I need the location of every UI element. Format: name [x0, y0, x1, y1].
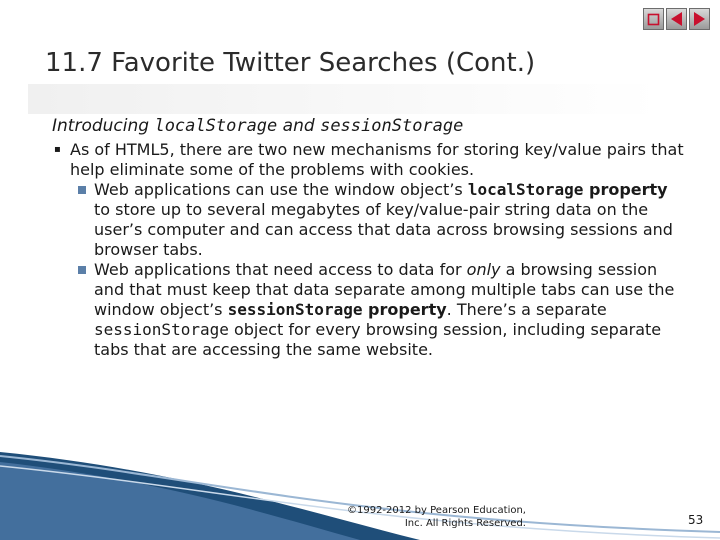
sub-bullet-text: . There’s a separate [446, 300, 607, 319]
slide-subheading [52, 116, 463, 136]
home-button[interactable] [643, 8, 664, 30]
sub-bullet-text: to store up to several megabytes of key/value-pair string data on the user’s computer and can access that data across browsing sessions and browser tabs. [94, 200, 673, 259]
bullet-html5-storage [54, 140, 686, 360]
sub-bullet-list [76, 180, 686, 360]
sub-bullet-text: Web applications that need access to data for [94, 260, 467, 279]
sub-bullet-localstorage [76, 180, 686, 260]
subheading-middle: and [277, 116, 321, 136]
copyright-line-1: ©1992-2012 by Pearson Education, [346, 505, 526, 516]
sub-bullet-sessionstorage [76, 260, 686, 360]
next-slide-button[interactable] [689, 8, 710, 30]
code-sessionstorage-object: sessionStorage [94, 320, 229, 339]
property-label: property [583, 180, 668, 199]
bullet-text: As of HTML5, there are two new mechanisms for storing key/value pairs that help eliminate some of the problems with cookies. [70, 140, 684, 179]
subheading-term-localstorage: localStorage [154, 116, 278, 136]
code-sessionstorage: sessionStorage [227, 300, 363, 319]
bullet-marker-icon: ▪ [54, 144, 61, 155]
home-icon [647, 13, 660, 26]
slide-title: 11.7 Favorite Twitter Searches (Cont.) [45, 48, 536, 78]
title-underline [28, 84, 660, 114]
next-arrow-icon [694, 12, 705, 26]
property-label: property [362, 300, 447, 319]
sub-bullet-marker-icon [78, 266, 86, 274]
emphasis-only: only [466, 260, 501, 279]
previous-arrow-icon [671, 12, 682, 26]
subheading-prefix: Introducing [52, 116, 155, 136]
sub-bullet-text: object for every browsing session, including separate tabs that are accessing the same website. [94, 320, 662, 359]
copyright-notice [330, 504, 526, 530]
code-localstorage: localStorage [467, 180, 584, 199]
sub-bullet-text: Web applications can use the window object’s [94, 180, 468, 199]
sub-bullet-text: a browsing session and that must keep that data separate among multiple tabs can use the window object’s [94, 260, 675, 319]
copyright-line-2: Inc. All Rights Reserved. [404, 518, 526, 529]
sub-bullet-marker-icon [78, 186, 86, 194]
page-number: 53 [688, 513, 704, 527]
subheading-term-sessionstorage: sessionStorage [320, 116, 464, 136]
previous-slide-button[interactable] [666, 8, 687, 30]
slide-navigation [643, 8, 710, 30]
